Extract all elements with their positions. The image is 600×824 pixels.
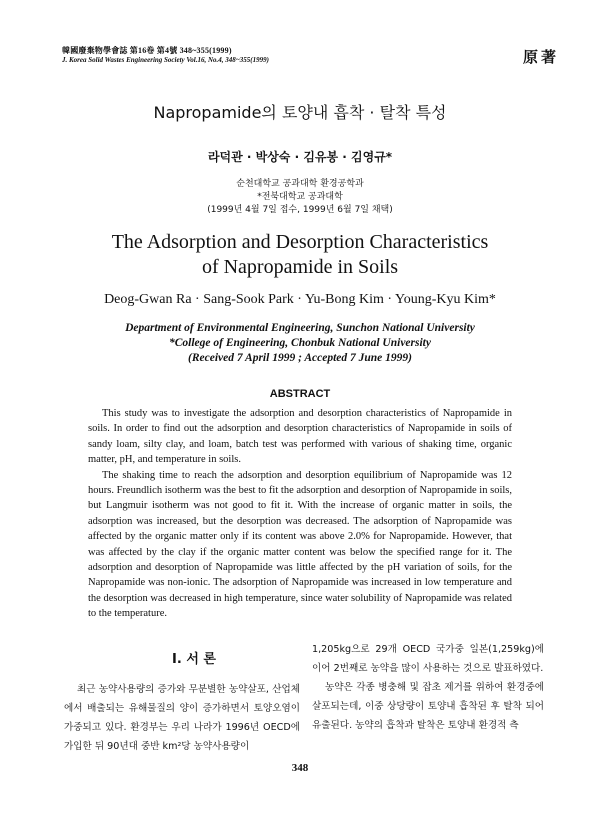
authors-korean: 라덕관 · 박상숙 · 김유봉 · 김영규* [207, 150, 393, 164]
abstract-paragraph-2: The shaking time to reach the adsorption and desorption equilibrium of Napropamide was 12 hours. Freundlich isotherm was the best to fit the adsorption and desorption of Napropamide in soils, but Langmuir isotherm was not good to fit it. With the increase of organic matter in soils, the adsorption was increased, but the desorption was decreased. The adsorption of Napropamide was affected by the organic matter only if its content was above 2.0% for Napropamide. However, that was affected by the clay if the organic matter content was below the specified range for it. The adsorption and desorption of Napropamide was little affected by the pH variation of soils, for the Napropamide was non-ionic. The adsorption of Napropamide was increased in low temperature and the desorption was decreased in high temperature, since water solubility of Napropamide was related to the temperature. [88, 469, 512, 620]
title-english-line-1: The Adsorption and Desorption Characteristics [111, 231, 489, 253]
section-heading-introduction: Ⅰ. 서 론 [172, 652, 216, 667]
article-type-tag: 原著 [523, 48, 560, 66]
abstract-body [88, 406, 512, 622]
affiliation-english-2: *College of Engineering, Chonbuk National University [169, 337, 431, 349]
body-paragraph: 최근 농약사용량의 증가와 무분별한 농약살포, 산업체에서 배출되는 유해물질의 양이 증가하면서 토양오염이 가중되고 있다. 환경부는 우리 나라가 1996년 OECD에 가입한 뒤 90년대 중반 km²당 농약사용량이 [64, 684, 300, 752]
title-korean: Napropamide의 토양내 흡착 · 탈착 특성 [153, 103, 447, 122]
authors-english: Deog-Gwan Ra · Sang-Sook Park · Yu-Bong Kim · Young-Kyu Kim* [104, 292, 496, 307]
affiliation-korean-1: 순천대학교 공과대학 환경공학과 [236, 179, 364, 189]
page-number: 348 [291, 762, 309, 774]
journal-title-korean: 韓國廢棄物學會誌 第16卷 第4號 348~355(1999) [62, 46, 232, 55]
body-paragraph: 1,205kg으로 29개 OECD 국가중 일본(1,259kg)에 이어 2번째로 농약을 많이 사용하는 것으로 발표하였다. [312, 644, 544, 674]
received-date-english: (Received 7 April 1999 ; Accepted 7 June 1999) [188, 352, 412, 364]
body-paragraph: 농약은 각종 병충해 및 잡초 제거를 위하여 환경중에 살포되는데, 이중 상당량이 토양내 흡착된 후 탈착 되어 유출된다. 농약의 흡착과 탈착은 토양내 환경적 측 [312, 682, 544, 731]
journal-title-english: J. Korea Solid Wastes Engineering Society Vol.16, No.4, 348~355(1999) [62, 56, 269, 64]
title-english [0, 230, 600, 280]
affiliation-english-1: Department of Environmental Engineering, Sunchon National University [125, 322, 475, 334]
body-column-right [312, 640, 544, 735]
affiliation-korean-2: *전북대학교 공과대학 [257, 192, 343, 202]
received-date-korean: (1999년 4월 7일 접수, 1999년 6월 7일 채택) [207, 205, 393, 215]
title-english-line-2: of Napropamide in Soils [201, 256, 399, 278]
abstract-paragraph-1: This study was to investigate the adsorption and desorption characteristics of Napropamide in soils. In order to find out the adsorption and desorption characteristics of Napropamide in soils of sandy loam, silty clay, and loam, batch test was performed with various of shaking time, organic matter, pH, and temperature in soils. [88, 408, 512, 466]
abstract-heading: ABSTRACT [269, 388, 331, 400]
body-column-left [64, 680, 300, 756]
